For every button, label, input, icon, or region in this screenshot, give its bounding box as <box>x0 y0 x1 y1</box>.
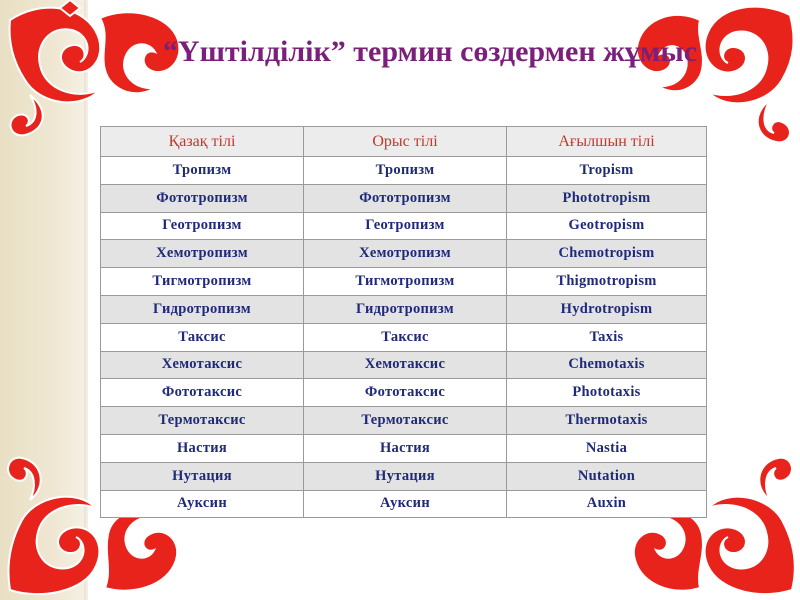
cell-english: Chemotaxis <box>507 351 707 379</box>
cell-english: Taxis <box>507 323 707 351</box>
cell-russian: Тропизм <box>304 157 507 185</box>
cell-russian: Хемотропизм <box>304 240 507 268</box>
cell-kazakh: Хемотропизм <box>101 240 304 268</box>
cell-kazakh: Фототаксис <box>101 379 304 407</box>
cell-kazakh: Нутация <box>101 462 304 490</box>
cell-russian: Нутация <box>304 462 507 490</box>
cell-english: Phototropism <box>507 184 707 212</box>
cell-kazakh: Геотропизм <box>101 212 304 240</box>
cell-russian: Фототропизм <box>304 184 507 212</box>
cell-russian: Ауксин <box>304 490 507 518</box>
table-row <box>101 434 707 462</box>
table-row <box>101 407 707 435</box>
table-row <box>101 462 707 490</box>
table-row <box>101 268 707 296</box>
cell-kazakh: Фототропизм <box>101 184 304 212</box>
cell-kazakh: Хемотаксис <box>101 351 304 379</box>
header-russian: Орыс тілі <box>304 127 507 157</box>
cell-english: Geotropism <box>507 212 707 240</box>
cell-english: Auxin <box>507 490 707 518</box>
cell-english: Thermotaxis <box>507 407 707 435</box>
cell-russian: Гидротропизм <box>304 295 507 323</box>
cell-kazakh: Настия <box>101 434 304 462</box>
table-row <box>101 323 707 351</box>
table-header-row <box>101 127 707 157</box>
table-row <box>101 184 707 212</box>
cell-english: Thigmotropism <box>507 268 707 296</box>
cell-kazakh: Ауксин <box>101 490 304 518</box>
cell-kazakh: Тропизм <box>101 157 304 185</box>
cell-russian: Хемотаксис <box>304 351 507 379</box>
cell-russian: Фототаксис <box>304 379 507 407</box>
table-row <box>101 240 707 268</box>
table-row <box>101 212 707 240</box>
table-row <box>101 351 707 379</box>
cell-russian: Настия <box>304 434 507 462</box>
cell-kazakh: Термотаксис <box>101 407 304 435</box>
cell-kazakh: Гидротропизм <box>101 295 304 323</box>
cell-english: Tropism <box>507 157 707 185</box>
table-row <box>101 295 707 323</box>
table-row <box>101 379 707 407</box>
slide-title: “Үштілділік” термин сөздермен жұмыс <box>162 35 698 68</box>
cell-english: Nastia <box>507 434 707 462</box>
cell-russian: Термотаксис <box>304 407 507 435</box>
header-kazakh: Қазақ тілі <box>101 127 304 157</box>
cell-english: Hydrotropism <box>507 295 707 323</box>
cell-russian: Таксис <box>304 323 507 351</box>
table-row <box>101 490 707 518</box>
terms-table <box>100 126 707 518</box>
table-row <box>101 157 707 185</box>
cell-kazakh: Тигмотропизм <box>101 268 304 296</box>
cell-russian: Геотропизм <box>304 212 507 240</box>
cell-kazakh: Таксис <box>101 323 304 351</box>
cell-english: Phototaxis <box>507 379 707 407</box>
cell-english: Chemotropism <box>507 240 707 268</box>
cell-english: Nutation <box>507 462 707 490</box>
header-english: Ағылшын тілі <box>507 127 707 157</box>
cell-russian: Тигмотропизм <box>304 268 507 296</box>
